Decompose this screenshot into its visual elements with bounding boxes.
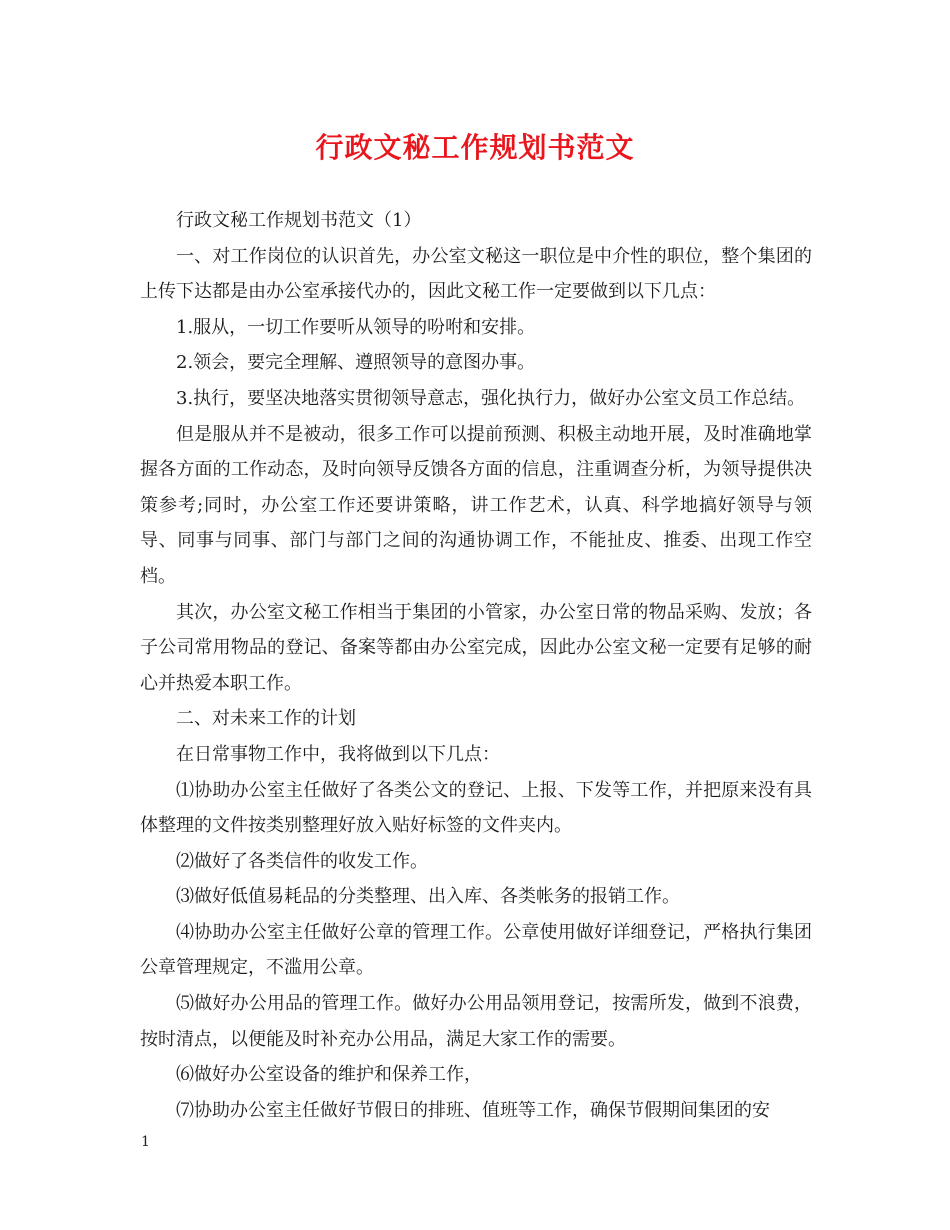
paragraph: 1.服从，一切工作要听从领导的吩咐和安排。: [176, 316, 536, 338]
paragraph: ⑸做好办公用品的管理工作。做好办公用品领用登记，按需所发，做到不浪费，按时清点，以便能及时补充办公用品，满足大家工作的需要。: [140, 993, 812, 1050]
paragraph: ⑶做好低值易耗品的分类整理、出入库、各类帐务的报销工作。: [176, 886, 680, 908]
page-number: 1: [141, 1134, 150, 1150]
paragraph: 3.执行，要坚决地落实贯彻领导意志，强化执行力，做好办公室文员工作总结。: [176, 387, 806, 409]
paragraph: 2.领会，要完全理解、遵照领导的意图办事。: [176, 352, 536, 374]
paragraph: 行政文秘工作规划书范文（1）: [176, 210, 422, 231]
document-title: 行政文秘工作规划书范文: [315, 131, 635, 164]
paragraph: 一、对工作岗位的认识首先，办公室文秘这一职位是中介性的职位，整个集团的上传下达都是由办公室承接代办的，因此文秘工作一定要做到以下几点：: [140, 245, 812, 303]
paragraph: ⑵做好了各类信件的收发工作。: [176, 850, 428, 872]
paragraph: 在日常事物工作中，我将做到以下几点：: [176, 743, 500, 765]
paragraph: ⑹做好办公室设备的维护和保养工作，: [176, 1064, 482, 1086]
paragraph: 二、对未来工作的计划: [176, 708, 356, 730]
document-body: [140, 203, 812, 1128]
paragraph: 其次，办公室文秘工作相当于集团的小管家，办公室日常的物品采购、发放；各子公司常用物品的登记、备案等都由办公室完成，因此办公室文秘一定要有足够的耐心并热爱本职工作。: [140, 601, 812, 694]
paragraph: 但是服从并不是被动，很多工作可以提前预测、积极主动地开展，及时准确地掌握各方面的工作动态，及时向领导反馈各方面的信息，注重调查分析，为领导提供决策参考;同时，办公室工作还要讲策略，讲工作艺术，认真、科学地搞好领导与领导、同事与同事、部门与部门之间的沟通协调工作，不能扯皮、推委、出现工作空档。: [140, 423, 812, 587]
paragraph: ⑴协助办公室主任做好了各类公文的登记、上报、下发等工作，并把原来没有具体整理的文件按类别整理好放入贴好标签的文件夹内。: [140, 779, 812, 837]
paragraph: ⑷协助办公室主任做好公章的管理工作。公章使用做好详细登记，严格执行集团公章管理规定，不滥用公章。: [140, 921, 812, 979]
paragraph: ⑺协助办公室主任做好节假日的排班、值班等工作，确保节假期间集团的安: [176, 1099, 770, 1121]
